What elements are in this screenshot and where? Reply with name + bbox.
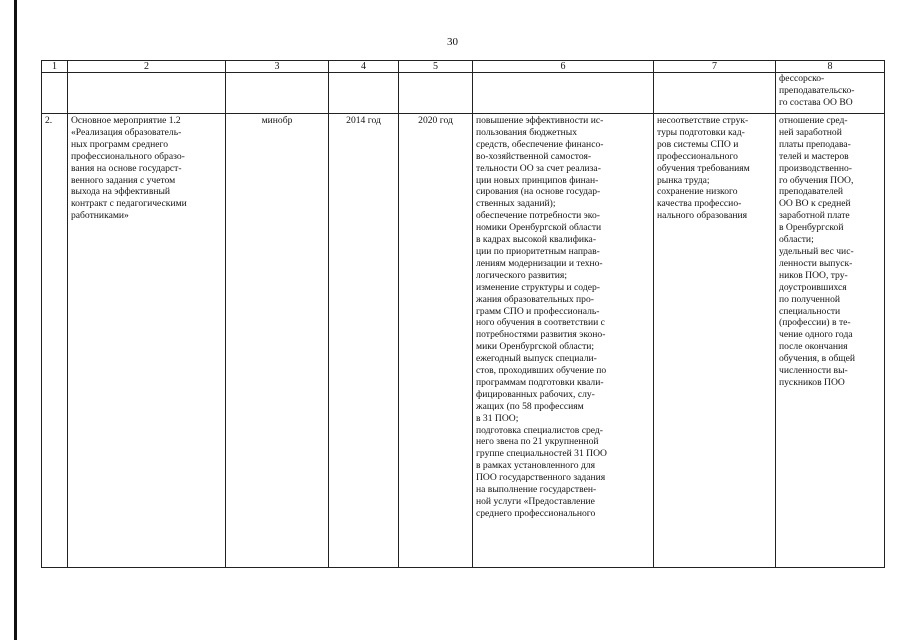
column-header: 8 (776, 61, 885, 73)
table-cell-empty (42, 73, 68, 114)
column-header: 6 (473, 61, 654, 73)
row-number-cell: 2. (42, 114, 68, 568)
page-number: 30 (447, 36, 458, 48)
column-header: 7 (654, 61, 776, 73)
start-year-cell: 2014 год (329, 114, 399, 568)
event-name-cell: Основное мероприятие 1.2 «Реализация образователь- ных программ среднего профессионального образо- вания на основе государст- венного задания с учетом выхода на эффективный контракт с педагогическими работниками» (68, 114, 226, 568)
column-header: 4 (329, 61, 399, 73)
indicators-continuation-cell: фессорско- преподавательско- го состава ОО ВО (776, 73, 885, 114)
column-header: 3 (226, 61, 329, 73)
scan-edge-line (14, 0, 17, 640)
table-cell-empty (654, 73, 776, 114)
table-header-row (42, 61, 885, 73)
column-header: 5 (399, 61, 473, 73)
consequences-cell: несоответствие струк- туры подготовки кад- ров системы СПО и профессионального обучения требованиям рынка труда; сохранение низкого качества профессио- нального образования (654, 114, 776, 568)
table-cell-empty (399, 73, 473, 114)
indicators-cell: отношение сред- ней заработной платы преподава- телей и мастеров производственно- го обучения ПОО, преподавателей ОО ВО к средней заработной плате в Оренбургской области; удельный вес чис- ленности выпуск- ников ПОО, тру- доустроившихся по полученной специальности (профессии) в те- чение одного года после окончания обучения, в общей численности вы- пускников ПОО (776, 114, 885, 568)
expected-results-cell: повышение эффективности ис- пользования бюджетных средств, обеспечение финансо- во-хозяйственной самостоя- тельности ОО за счет реализа- ции новых принципов финан- сирования (на основе государ- ственных заданий); обеспечение потребности эко- номики Оренбургской области в кадрах высокой квалифика- ции по приоритетным направ- лениям модернизации и техно- логического развития; изменение структуры и содер- жания образовательных про- грамм СПО и профессиональ- ного обучения в соответствии с потребностями развития эконо- мики Оренбургской области; ежегодный выпуск специали- стов, проходивших обучение по программам подготовки квали- фицированных рабочих, слу- жащих (по 58 профессиям в 31 ПОО; подготовка специалистов сред- него звена по 21 укрупненной группе специальностей 31 ПОО в рамках установленного для ПОО государственного задания на выполнение государствен- ной услуги «Предоставление среднего профессионального (473, 114, 654, 568)
table-cell-empty (473, 73, 654, 114)
executor-cell: минобр (226, 114, 329, 568)
end-year-cell: 2020 год (399, 114, 473, 568)
column-header: 1 (42, 61, 68, 73)
program-table (41, 60, 885, 568)
table-cell-empty (329, 73, 399, 114)
table-row (42, 114, 885, 568)
table-cell-empty (68, 73, 226, 114)
table-cell-empty (226, 73, 329, 114)
column-header: 2 (68, 61, 226, 73)
table-row-continuation (42, 73, 885, 114)
